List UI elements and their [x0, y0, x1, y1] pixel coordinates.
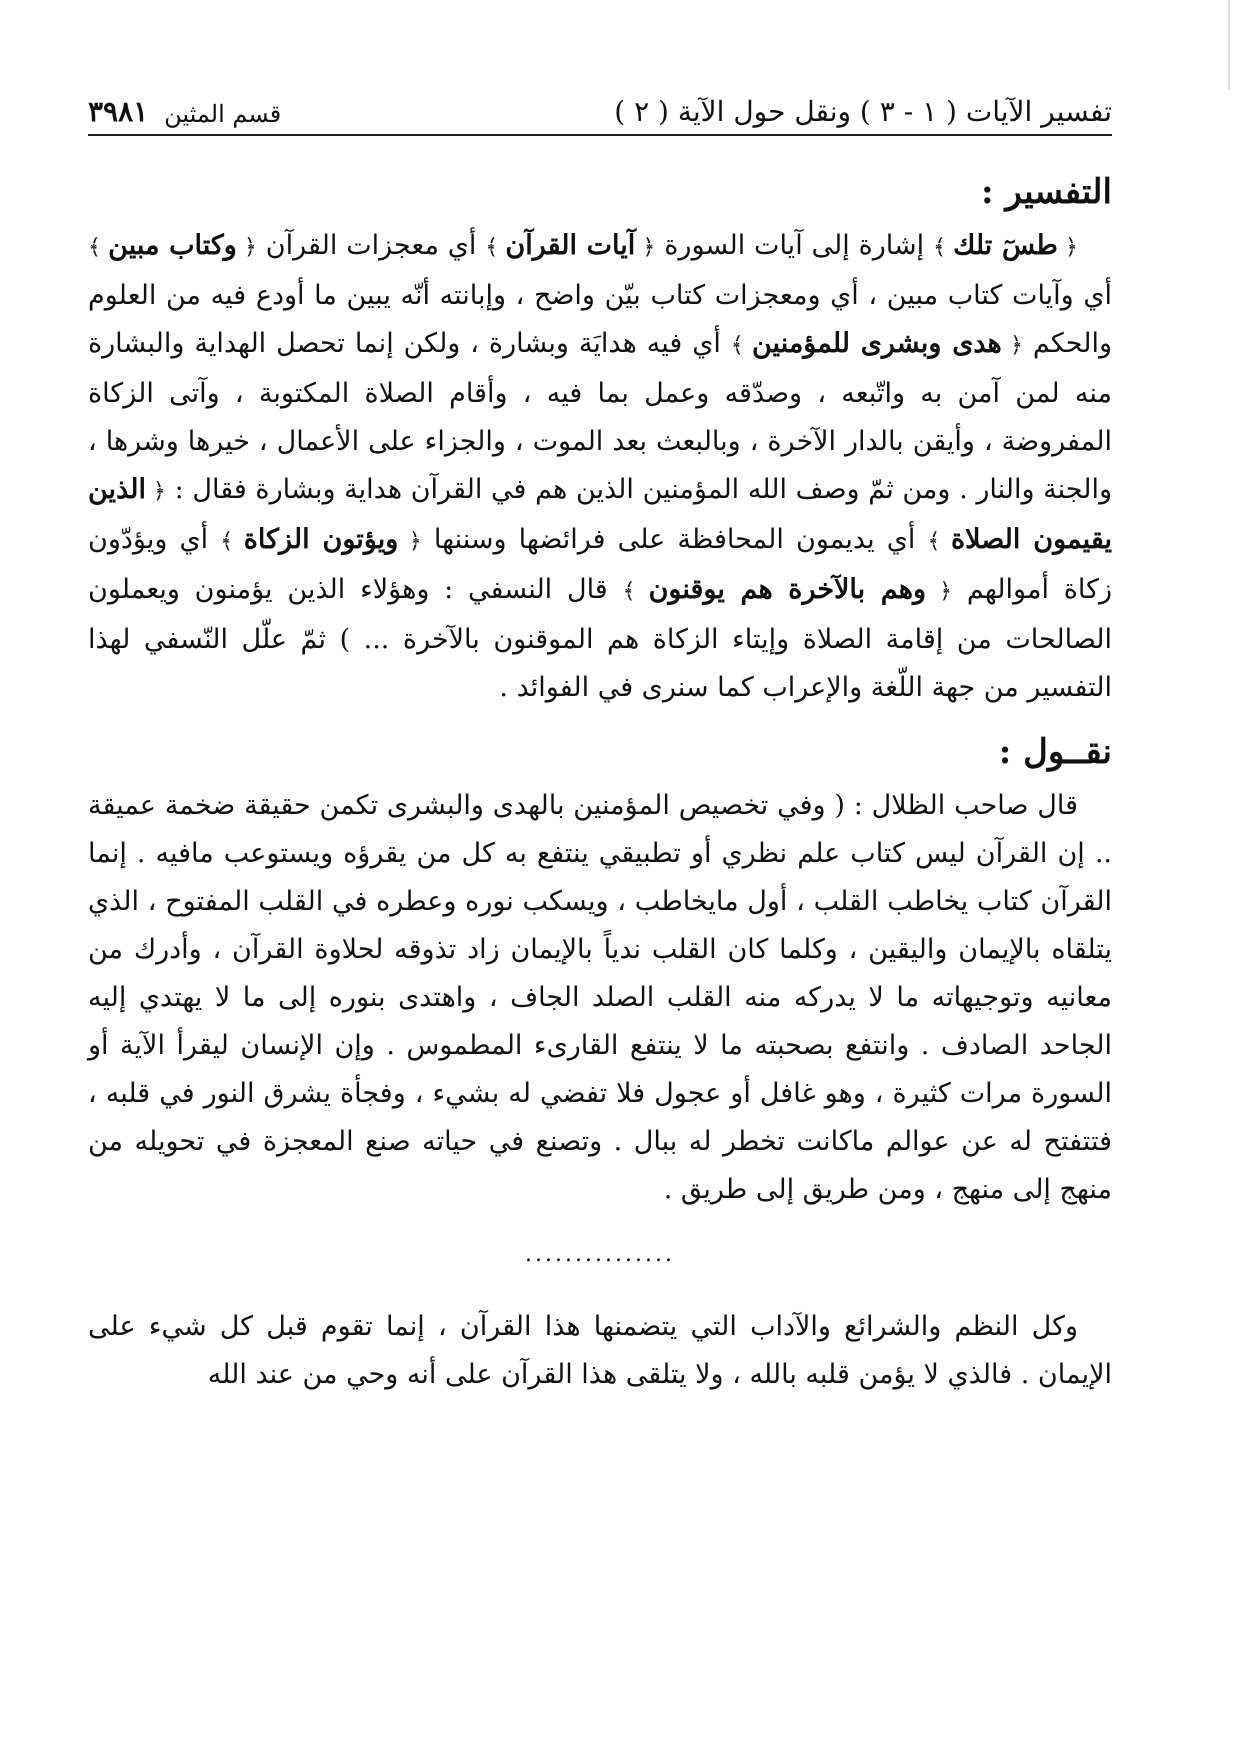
commentary-text: إشارة إلى آيات السورة: [655, 230, 933, 261]
quran-bracket-open-icon: ﴿: [1057, 235, 1079, 260]
commentary-text: أي فيه هدايَة وبشارة ، ولكن إنما تحصل الهداية والبشارة منه لمن آمن به واتّبعه ، وصدّقه وعمل بما فيه ، وأقام الصلاة المكتوبة ، وآتى الزكاة المفروضة ، وأيقن بالدار الآخرة ، وبالبعث بعد الموت ، والجزاء على الأعمال ، خيرها وشرها ، والجنة والنار . ومن ثمّ وصف الله المؤمنين الذين هم في القرآن هداية وبشارة فقال :: [88, 328, 1112, 505]
commentary-text: أي يديمون المحافظة على فرائضها وسننها: [421, 524, 928, 555]
section-separator: ...............: [525, 1242, 675, 1267]
closing-paragraph: وكل النظم والشرائع والآداب التي يتضمنها هذا القرآن ، إنما تقوم قبل كل شيء على الإيمان . فالذي لا يؤمن قلبه بالله ، ولا يتلقى هذا القرآن على أنه وحي من عند الله: [88, 1311, 1112, 1390]
page-content: [88, 168, 1112, 1399]
quran-bracket-close-icon: ﴾: [932, 235, 954, 260]
quran-bracket-close-icon: ﴾: [927, 529, 951, 554]
quran-bracket-open-icon: ﴿: [635, 235, 656, 260]
quran-bracket-open-icon: ﴿: [398, 529, 422, 554]
quran-bracket-close-icon: ﴾: [730, 333, 752, 358]
quran-phrase: وكتاب مبين: [108, 230, 237, 261]
quran-phrase: هدى وبشرى للمؤمنين: [752, 328, 1002, 359]
quran-phrase: طسٓ تلك: [953, 230, 1058, 261]
commentary-text: أي معجزات القرآن: [256, 230, 486, 261]
quran-phrase: وهم بالآخرة هم يوقنون: [648, 574, 927, 605]
quran-bracket-open-icon: ﴿: [1001, 333, 1023, 358]
tafsir-paragraph: [88, 222, 1112, 712]
nuqul-paragraph: قال صاحب الظلال : ( وفي تخصيص المؤمنين بالهدى والبشرى تكمن حقيقة ضخمة عميقة .. إن القرآن ليس كتاب علم نظري أو تطبيقي ينتفع به كل من يقرؤه ويستوعب مافيه . إنما القرآن كتاب يخاطب القلب ، أول مايخاطب ، ويسكب نوره وعطره في القلب المفتوح ، الذي يتلقاه بالإيمان واليقين ، وكلما كان القلب ندياً بالإيمان زاد تذوقه لحلاوة القرآن ، وأدرك من معانيه وتوجيهاته ما لا يدركه منه القلب الصلد الجاف ، واهتدى بنوره إلى ما لا يهتدي إليه الجاحد الصادف . وانتفع بصحبته ما لا ينتفع القارىء المطموس . وإن الإنسان ليقرأ الآية أو السورة مرات كثيرة ، وهو غافل أو عجول فلا تفضي له بشيء ، وفجأة يشرق النور في قلبه ، فتتفتح له عن عوالم ماكانت تخطر له ببال . وتصنع في حياته صنع المعجزة في تحويله من منهج إلى منهج ، ومن طريق إلى طريق .: [88, 790, 1112, 1205]
header-section: قسم المثين: [164, 100, 282, 128]
commentary-text: أي ويؤدّون زكاة أموالهم: [88, 524, 1112, 605]
running-header: [88, 82, 1112, 136]
commentary-text: أي وآيات كتاب مبين ، أي ومعجزات كتاب بيّن واضح ، وإبانته أنّه يبين ما أودع فيه من العلوم والحكم: [88, 280, 1113, 359]
quran-bracket-close-icon: ﴾: [622, 579, 649, 604]
quran-bracket-close-icon: ﴾: [220, 529, 244, 554]
quran-bracket-open-icon: ﴿: [236, 235, 257, 260]
quran-phrase: الذين يقيمون الصلاة: [88, 474, 1112, 555]
commentary-text: قال النسفي : وهؤلاء الذين يؤمنون ويعملون الصالحات من إقامة الصلاة وإيتاء الزكاة هم الموقنون بالآخرة ... ) ثمّ علّل النّسفي لهذا التفسير من جهة اللّغة والإعراب كما سنرى في الفوائد .: [88, 574, 1112, 703]
tafsir-heading: التفسير :: [980, 172, 1112, 212]
nuqul-heading: نقــول :: [998, 732, 1112, 772]
quran-bracket-open-icon: ﴿: [145, 479, 166, 504]
quran-bracket-close-icon: ﴾: [485, 235, 506, 260]
page-edge: [1228, 0, 1230, 90]
quran-phrase: آيات القرآن: [505, 230, 636, 261]
quran-bracket-open-icon: ﴿: [926, 579, 953, 604]
header-title: تفسير الآيات ( ١ - ٣ ) ونقل حول الآية ( ٢ ): [614, 95, 1112, 128]
header-left: [88, 95, 281, 134]
quran-bracket-close-icon: ﴾: [88, 235, 109, 260]
page-number: ٣٩٨١: [88, 95, 149, 128]
quran-phrase: ويؤتون الزكاة: [243, 524, 399, 555]
